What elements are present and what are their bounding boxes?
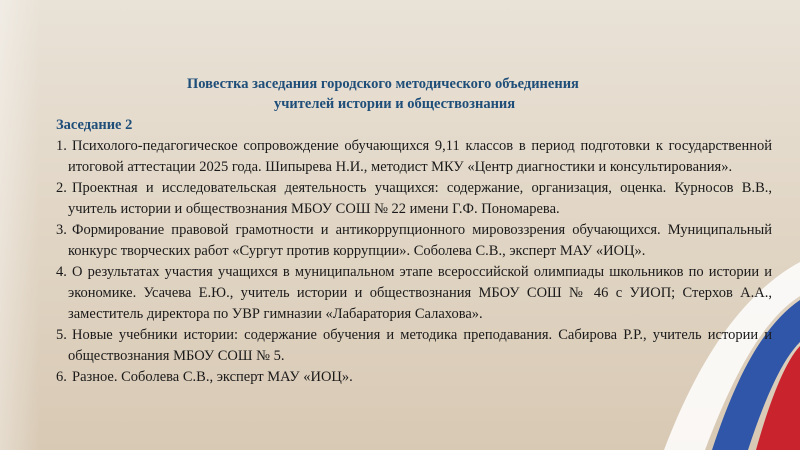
agenda-item [56, 262, 772, 325]
agenda-item [56, 136, 772, 178]
agenda-item-number: 6. [56, 369, 67, 385]
agenda-item-text: Формирование правовой грамотности и антикоррупционного мировоззрения обучающихся. Муниципальный конкурс творческих работ «Сургут против коррупции». Соболева С.В., эксперт МАУ «ИОЦ». [68, 222, 772, 259]
agenda-item [56, 325, 772, 367]
title-line-1: Повестка заседания городского методического объединения [187, 76, 579, 92]
agenda-item-text: Проектная и исследовательская деятельность учащихся: содержание, организация, оценка. Курносов В.В., учитель истории и обществознания МБОУ СОШ № 22 имени Г.Ф. Пономарева. [68, 180, 772, 217]
agenda-item-text: Новые учебники истории: содержание обучения и методика преподавания. Сабирова Р.Р., учитель истории и обществознания МБОУ СОШ № 5. [68, 327, 772, 364]
agenda-item-text: О результатах участия учащихся в муниципальном этапе всероссийской олимпиады школьников по истории и экономике. Усачева Е.Ю., учитель истории и обществознания МБОУ СОШ № 46 с УИОП; Стерхов А.А., заместитель директора по УВР гимназии «Лабаратория Салахова». [68, 264, 772, 322]
agenda-item-number: 4. [56, 264, 67, 280]
agenda-item-text: Психолого-педагогическое сопровождение обучающихся 9,11 классов в период подготовки к государственной итоговой аттестации 2025 года. Шипырева Н.И., методист МКУ «Центр диагностики и консультирования». [68, 138, 772, 175]
agenda-item [56, 367, 772, 388]
agenda-item-number: 2. [56, 180, 67, 196]
agenda-item [56, 220, 772, 262]
agenda-item-number: 1. [56, 138, 67, 154]
agenda-item-text: Разное. Соболева С.В., эксперт МАУ «ИОЦ». [72, 369, 353, 385]
session-heading: Заседание 2 [56, 117, 133, 133]
page-title [150, 74, 670, 114]
agenda-item-number: 5. [56, 327, 67, 343]
title-line-2: учителей истории и обществознания [274, 96, 516, 112]
agenda-list [56, 136, 772, 388]
agenda-item [56, 178, 772, 220]
agenda-item-number: 3. [56, 222, 67, 238]
